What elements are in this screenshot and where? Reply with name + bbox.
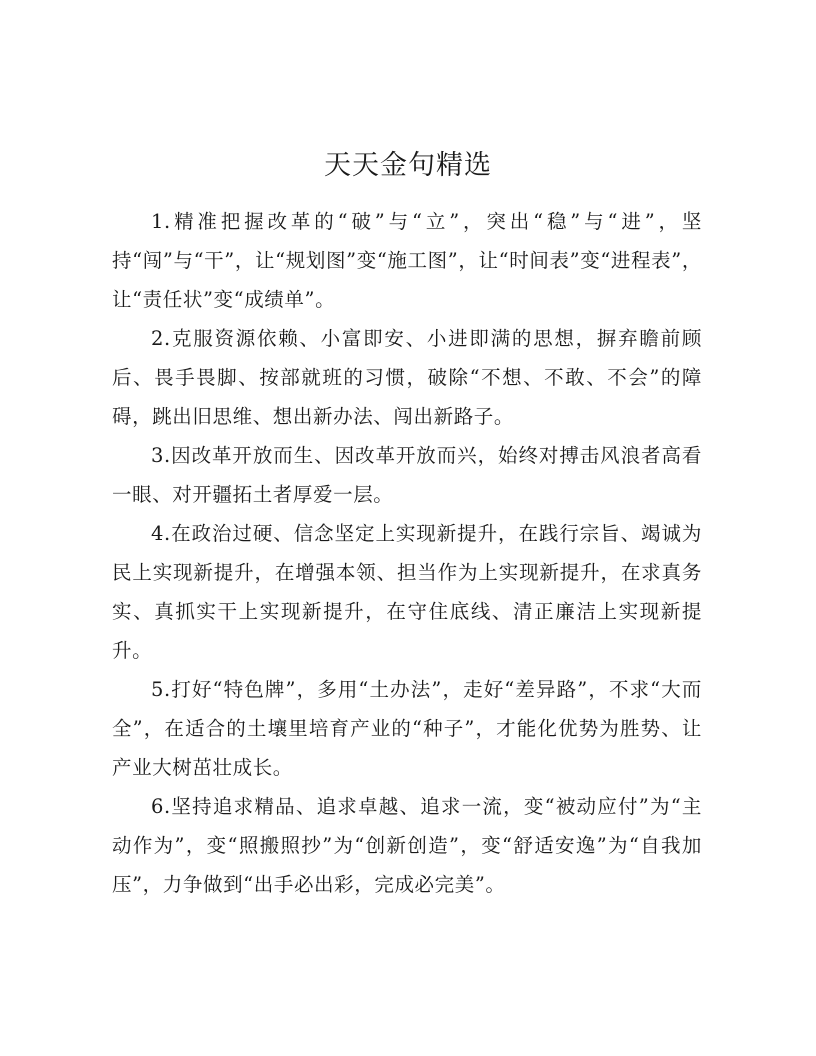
quote-paragraph-6: 6.坚持追求精品、追求卓越、追求一流，变“被动应付”为“主动作为”，变“照搬照抄”为“创新创造”，变“舒适安逸”为“自我加压”，力争做到“出手必出彩，完成必完美”。 <box>112 795 702 896</box>
quote-paragraph-2: 2.克服资源依赖、小富即安、小进即满的思想，摒弃瞻前顾后、畏手畏脚、按部就班的习惯，破除“不想、不敢、不会”的障碍，跳出旧思维、想出新办法、闯出新路子。 <box>112 327 702 428</box>
quote-paragraph-1: 1.精准把握改革的“破”与“立”，突出“稳”与“进”，坚持“闯”与“干”，让“规划图”变“施工图”，让“时间表”变“进程表”，让“责任状”变“成绩单”。 <box>112 210 702 311</box>
quote-paragraph-5: 5.打好“特色牌”，多用“土办法”，走好“差异路”，不求“大而全”，在适合的土壤里培育产业的“种子”，才能化优势为胜势、让产业大树茁壮成长。 <box>112 678 702 779</box>
document-body <box>112 202 702 904</box>
document-title: 天天金句精选 <box>324 150 492 181</box>
quote-paragraph-4: 4.在政治过硬、信念坚定上实现新提升，在践行宗旨、竭诚为民上实现新提升，在增强本领、担当作为上实现新提升，在求真务实、真抓实干上实现新提升，在守住底线、清正廉洁上实现新提升。 <box>112 522 702 662</box>
quote-paragraph-3: 3.因改革开放而生、因改革开放而兴，始终对搏击风浪者高看一眼、对开疆拓土者厚爱一层。 <box>112 444 702 506</box>
